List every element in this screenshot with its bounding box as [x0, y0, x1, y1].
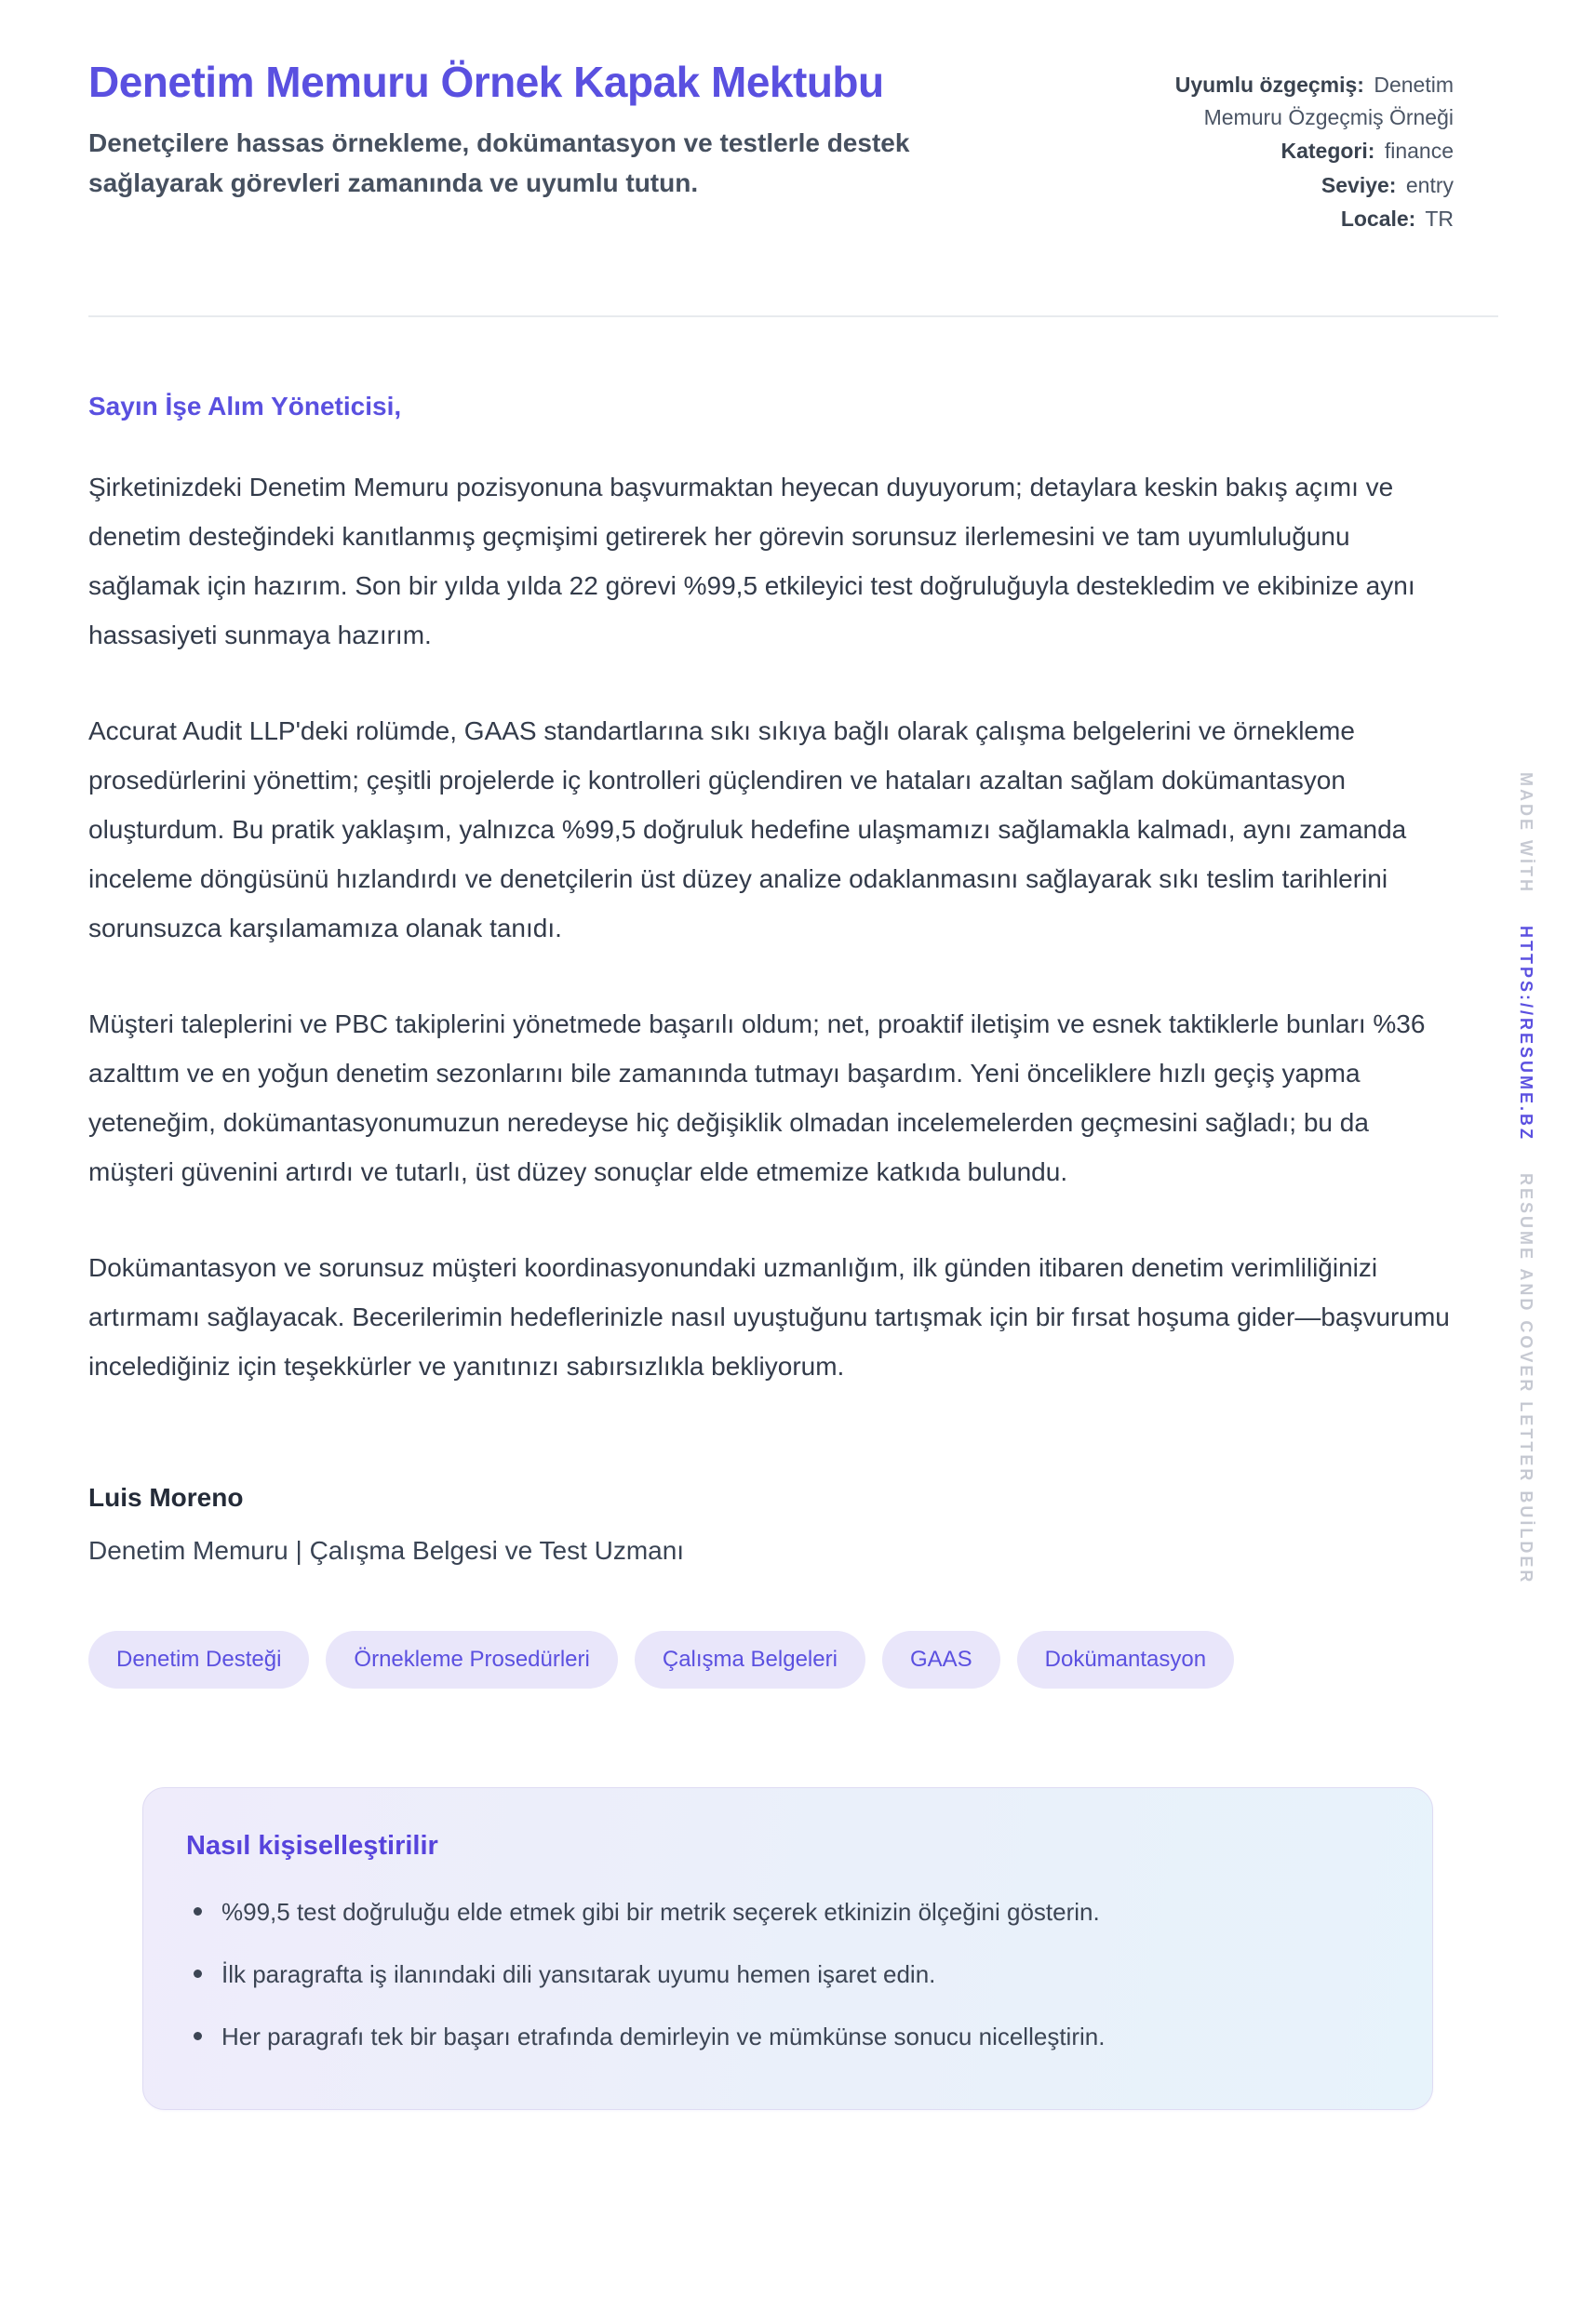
letter-paragraph: Müşteri taleplerini ve PBC takiplerini yönetmede başarılı oldum; net, proaktif iletişim ve esnek taktiklerle bunları %36 azalttım ve en yoğun denetim sezonlarını bile zamanında tutmayı başardım. Yeni önceliklere hızlı geçiş yapma yeteneğim, dokümantasyonumuzun neredeyse hiç değişiklik olmadan incelemelerden geçmesini sağladı; bu da müşteri güvenini artırdı ve tutarlı, üst düzey sonuçlar elde etmemize katkıda bulundu.: [88, 1008, 1426, 1186]
callout-bullet: Her paragrafı tek bir başarı etrafında demirleyin ve mümkünse sonucu nicelleştirin.: [186, 2018, 1388, 2055]
meta-value-level: entry: [1405, 172, 1454, 197]
meta-row-locale: [1130, 203, 1454, 235]
tag-denetim-destegi[interactable]: Denetim Desteği: [88, 1631, 309, 1689]
meta-row-level: [1130, 169, 1454, 202]
meta-label: Locale:: [1340, 207, 1416, 231]
meta-row-matching-resume: [1130, 69, 1454, 133]
callout-bullet: %99,5 test doğruluğu elde etmek gibi bir metrik seçerek etkinizin ölçeğini gösterin.: [186, 1893, 1388, 1930]
signature-role: Denetim Memuru | Çalışma Belgesi ve Test Uzmanı: [88, 1535, 685, 1565]
callout-title: Nasıl kişiselleştirilir: [186, 1830, 438, 1861]
page-title: Denetim Memuru Örnek Kapak Mektubu: [88, 58, 884, 106]
meta-row-category: [1130, 135, 1454, 167]
main-content: [88, 0, 1454, 2110]
letter-paragraph: Accurat Audit LLP'deki rolümde, GAAS standartlarına sıkı sıkıya bağlı olarak çalışma belgelerini ve örnekleme prosedürlerini yönettim; çeşitli projelerde iç kontrolleri güçlendiren ve hataları azaltan sağlam dokümantasyon oluşturdum. Bu pratik yaklaşım, yalnızca %99,5 doğruluk hedefine ulaşmamızı sağlamakla kalmadı, aynı zamanda inceleme döngüsünü hızlandırdı ve denetçilerin üst düzey analize odaklanmasını sağlayarak sıkı teslim tarihlerini sorunsuzca karşılamamıza olanak tanıdı.: [88, 715, 1407, 942]
made-with-watermark: [1516, 772, 1535, 1628]
meta-panel: [1130, 56, 1454, 237]
header-divider: [88, 315, 1498, 317]
meta-value-locale: TR: [1425, 207, 1454, 231]
tag-calisma-belgeleri[interactable]: Çalışma Belgeleri: [635, 1631, 865, 1689]
meta-label: Seviye:: [1321, 172, 1397, 197]
signature-name: Luis Moreno: [88, 1482, 244, 1512]
meta-value-resume-example: Denetim Memuru Özgeçmiş Örneği: [1203, 73, 1454, 129]
tag-gaas[interactable]: GAAS: [882, 1631, 1000, 1689]
letter-greeting: Sayın İşe Alım Yöneticisi,: [88, 391, 402, 421]
watermark-resume-bz-link[interactable]: HTTPS://RESUME.BZ: [1517, 926, 1535, 1142]
header-title-block: [88, 56, 1038, 237]
letter-paragraph: Dokümantasyon ve sorunsuz müşteri koordinasyonundaki uzmanlığım, ilk günden itibaren denetim verimliliğinizi artırmamı sağlayacak. Becerilerimin hedeflerinizle nasıl uyuştuğunu tartışmak için bir fırsat hoşuma gider—başvurumu incelediğiniz için teşekkürler ve yanıtınızı sabırsızlıkla bekliyorum.: [88, 1252, 1450, 1381]
meta-label: Kategori:: [1280, 139, 1375, 163]
page-header: [88, 0, 1454, 237]
watermark-suffix: RESUME AND COVER LETTER BUİLDER: [1517, 1173, 1535, 1585]
callout-bullet-list: [186, 1893, 1388, 2056]
callout-bullet: İlk paragrafta iş ilanındaki dili yansıtarak uyumu hemen işaret edin.: [186, 1956, 1388, 1993]
tag-ornekleme-prosedurleri[interactable]: Örnekleme Prosedürleri: [326, 1631, 617, 1689]
keyword-tags: [88, 1631, 1454, 1689]
tag-dokumantasyon[interactable]: Dokümantasyon: [1017, 1631, 1234, 1689]
meta-value-category: finance: [1384, 139, 1454, 163]
personalization-callout: [142, 1787, 1433, 2110]
letter-body: [88, 392, 1454, 1575]
letter-paragraph: Şirketinizdeki Denetim Memuru pozisyonuna başvurmaktan heyecan duyuyorum; detaylara keskin bakış açımı ve denetim desteğindeki kanıtlanmış geçmişimi getirerek her görevin sorunsuz ilerlemesini ve tam uyumluluğunu sağlamak için hazırım. Son bir yılda yılda 22 görevi %99,5 etkileyici test doğruluğuyla destekledim ve ekibinize aynı hassasiyeti sunmaya hazırım.: [88, 472, 1415, 649]
watermark-prefix: MADE WİTH: [1517, 772, 1535, 894]
page-subtitle: Denetçilere hassas örnekleme, dokümantasyon ve testlerle destek sağlayarak görevleri zamanında ve uyumlu tutun.: [88, 127, 910, 198]
meta-label: Uyumlu özgeçmiş:: [1174, 73, 1364, 97]
